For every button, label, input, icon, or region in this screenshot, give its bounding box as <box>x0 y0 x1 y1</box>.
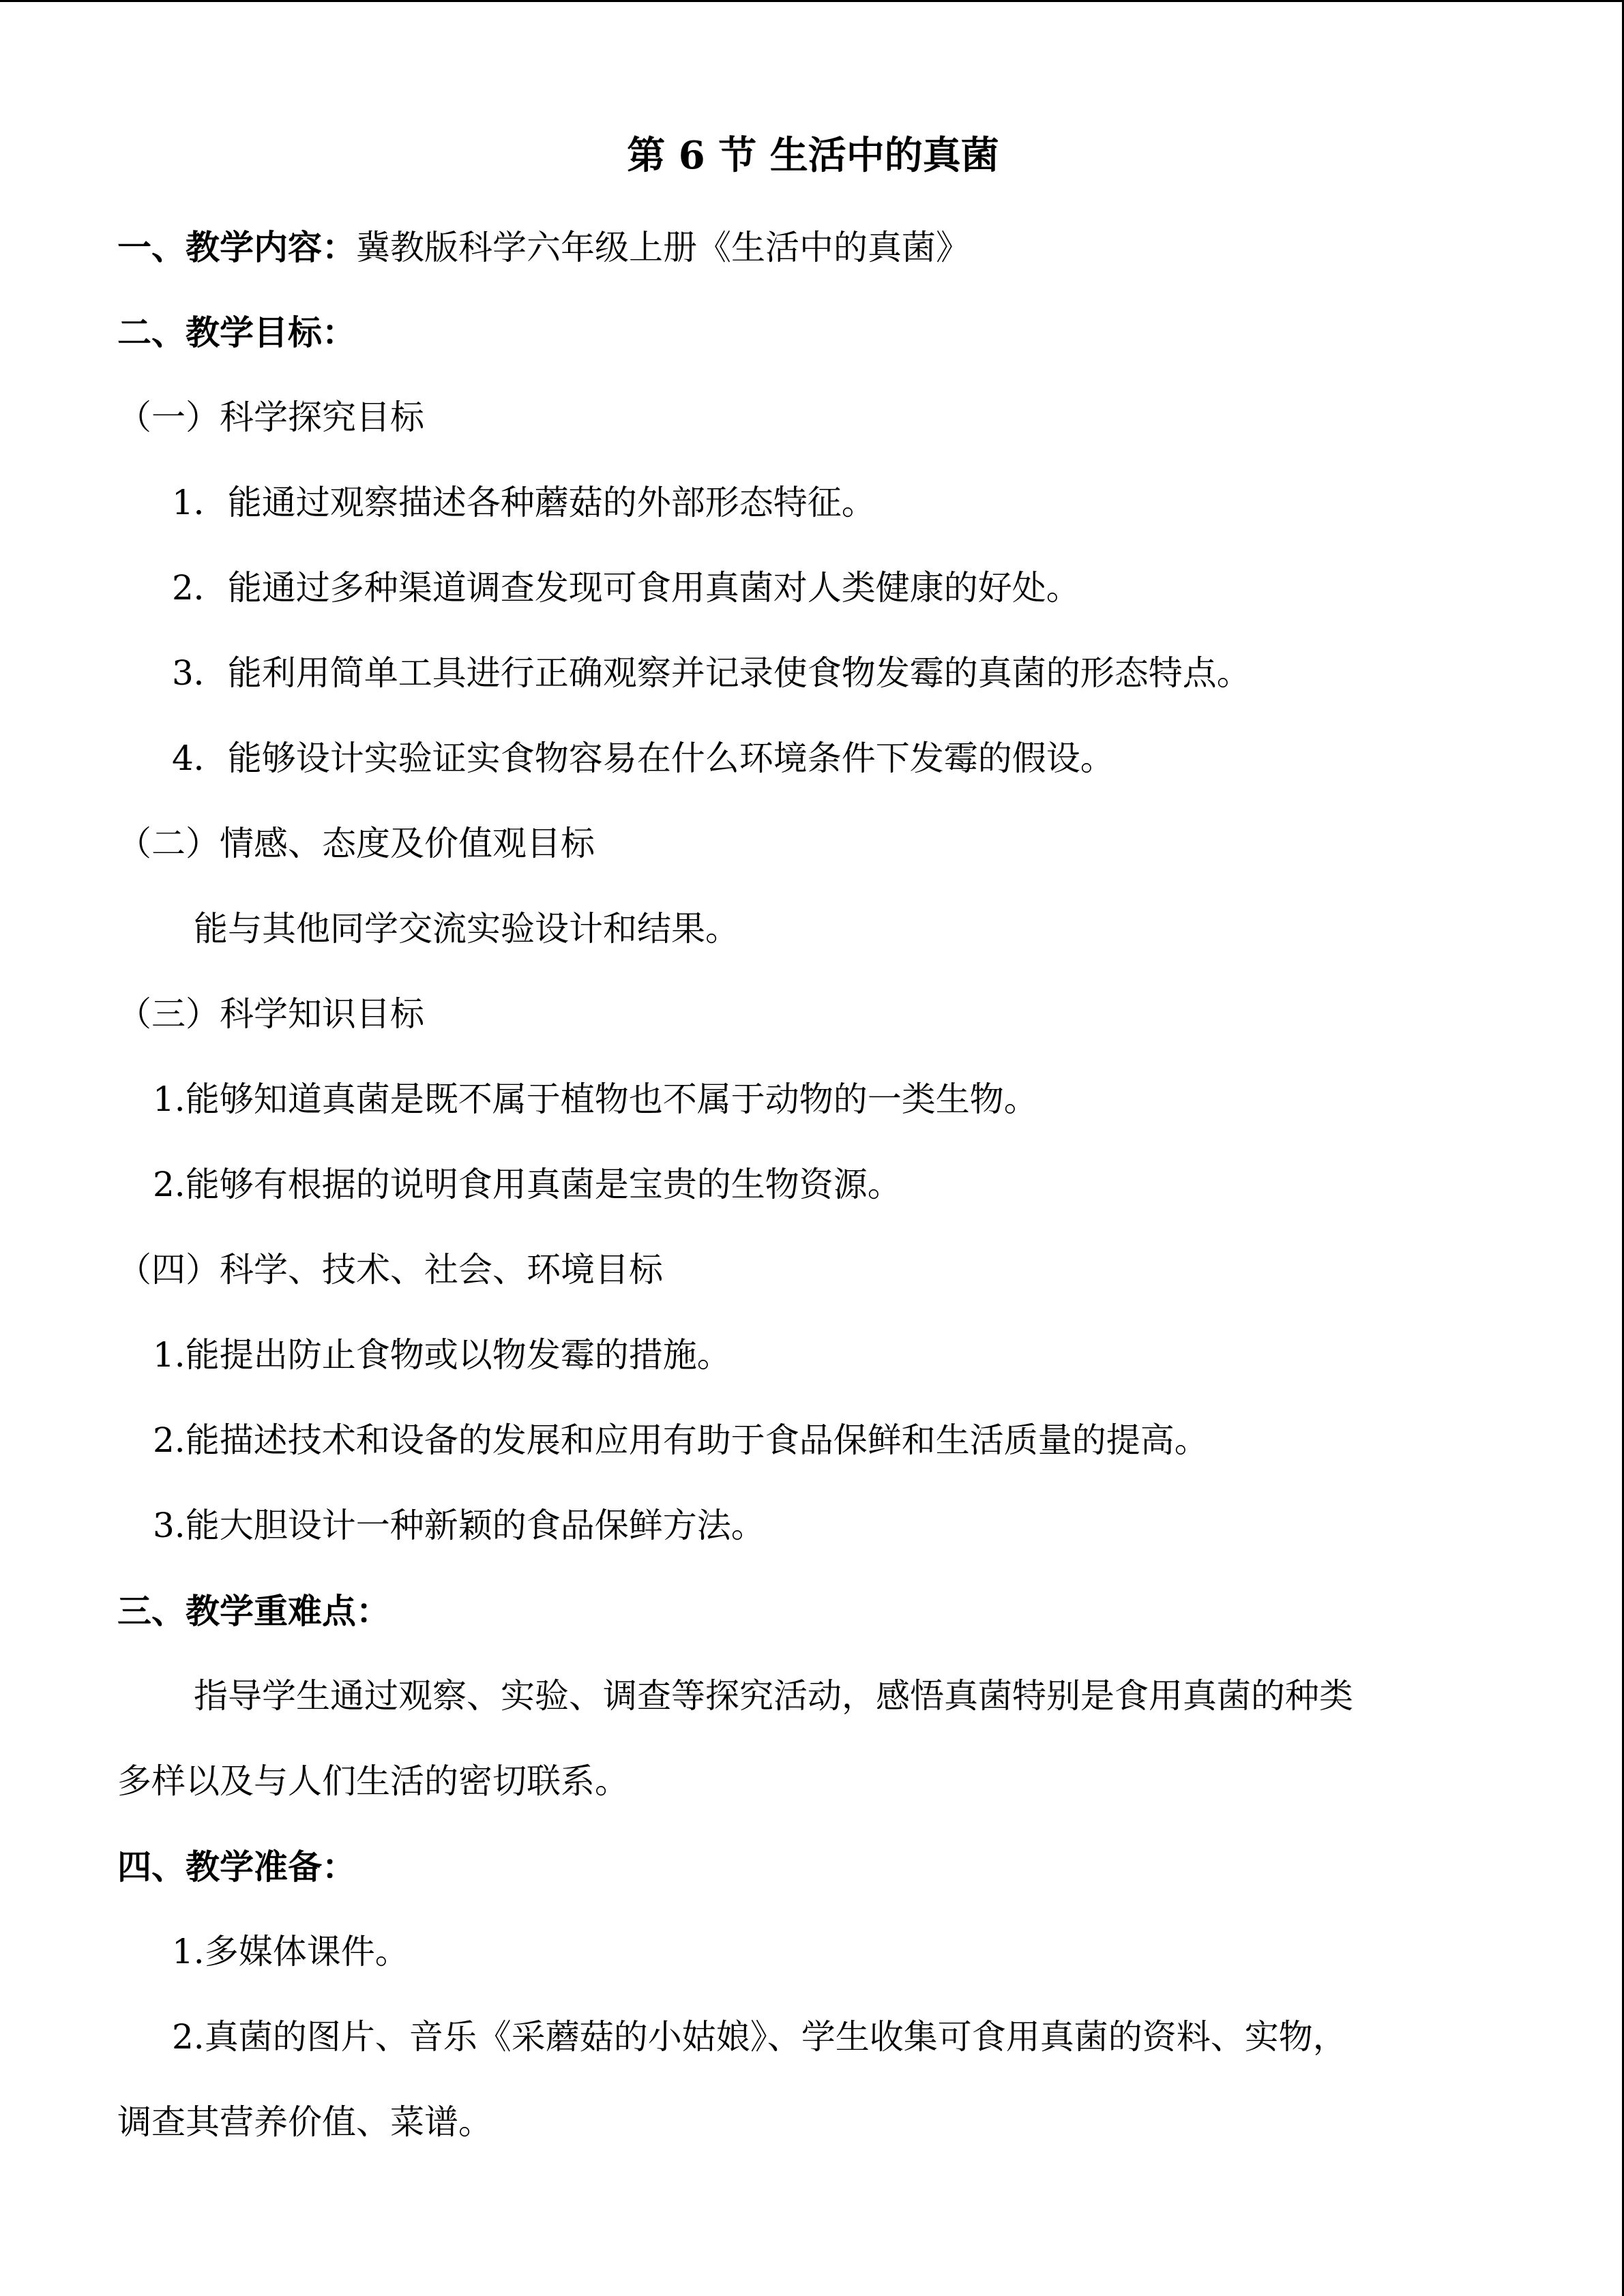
list-item: 2.能描述技术和设备的发展和应用有助于食品保鲜和生活质量的提高。 <box>153 1420 1209 1460</box>
list-item-continuation: 调查其营养价值、菜谱。 <box>117 2102 492 2142</box>
list-item: 1.能够知道真菌是既不属于植物也不属于动物的一类生物。 <box>153 1079 1038 1119</box>
list-item: 1.多媒体课件。 <box>172 1932 409 1971</box>
list-item: 2．能通过多种渠道调查发现可食用真菌对人类健康的好处。 <box>172 568 1080 608</box>
list-item: 2.能够有根据的说明食用真菌是宝贵的生物资源。 <box>153 1165 902 1204</box>
page-title: 第 6 节 生活中的真菌 <box>627 133 999 178</box>
document-body <box>117 123 1509 2165</box>
section-teaching-content <box>117 205 1509 290</box>
subsection-heading: （三）科学知识目标 <box>117 994 424 1034</box>
list-item: 2.真菌的图片、音乐《采蘑菇的小姑娘》、学生收集可食用真菌的资料、实物， <box>172 2017 1347 2057</box>
list-item: 1．能通过观察描述各种蘑菇的外部形态特征。 <box>172 483 876 522</box>
list-item: 3.能大胆设计一种新颖的食品保鲜方法。 <box>153 1506 765 1545</box>
section-heading: 三、教学重难点： <box>117 1591 390 1631</box>
section-heading: 二、教学目标： <box>117 312 356 353</box>
list-item: 4．能够设计实验证实食物容易在什么环境条件下发霉的假设。 <box>172 739 1114 778</box>
section-heading: 四、教学准备： <box>117 1847 356 1887</box>
list-item: 3．能利用简单工具进行正确观察并记录使食物发霉的真菌的形态特点。 <box>172 653 1251 693</box>
paragraph-text: 能与其他同学交流实验设计和结果。 <box>194 909 739 949</box>
section-text: 冀教版科学六年级上册《生活中的真菌》 <box>356 228 970 267</box>
subsection-heading: （四）科学、技术、社会、环境目标 <box>117 1250 663 1289</box>
section-heading: 一、教学内容： <box>117 227 356 267</box>
paragraph-line: 指导学生通过观察、实验、调查等探究活动，感悟真菌特别是食用真菌的种类 <box>194 1676 1353 1716</box>
subsection-heading: （一）科学探究目标 <box>117 398 424 437</box>
paragraph-line: 多样以及与人们生活的密切联系。 <box>117 1761 629 1801</box>
subsection-heading: （二）情感、态度及价值观目标 <box>117 824 595 863</box>
list-item: 1.能提出防止食物或以物发霉的措施。 <box>153 1335 731 1375</box>
